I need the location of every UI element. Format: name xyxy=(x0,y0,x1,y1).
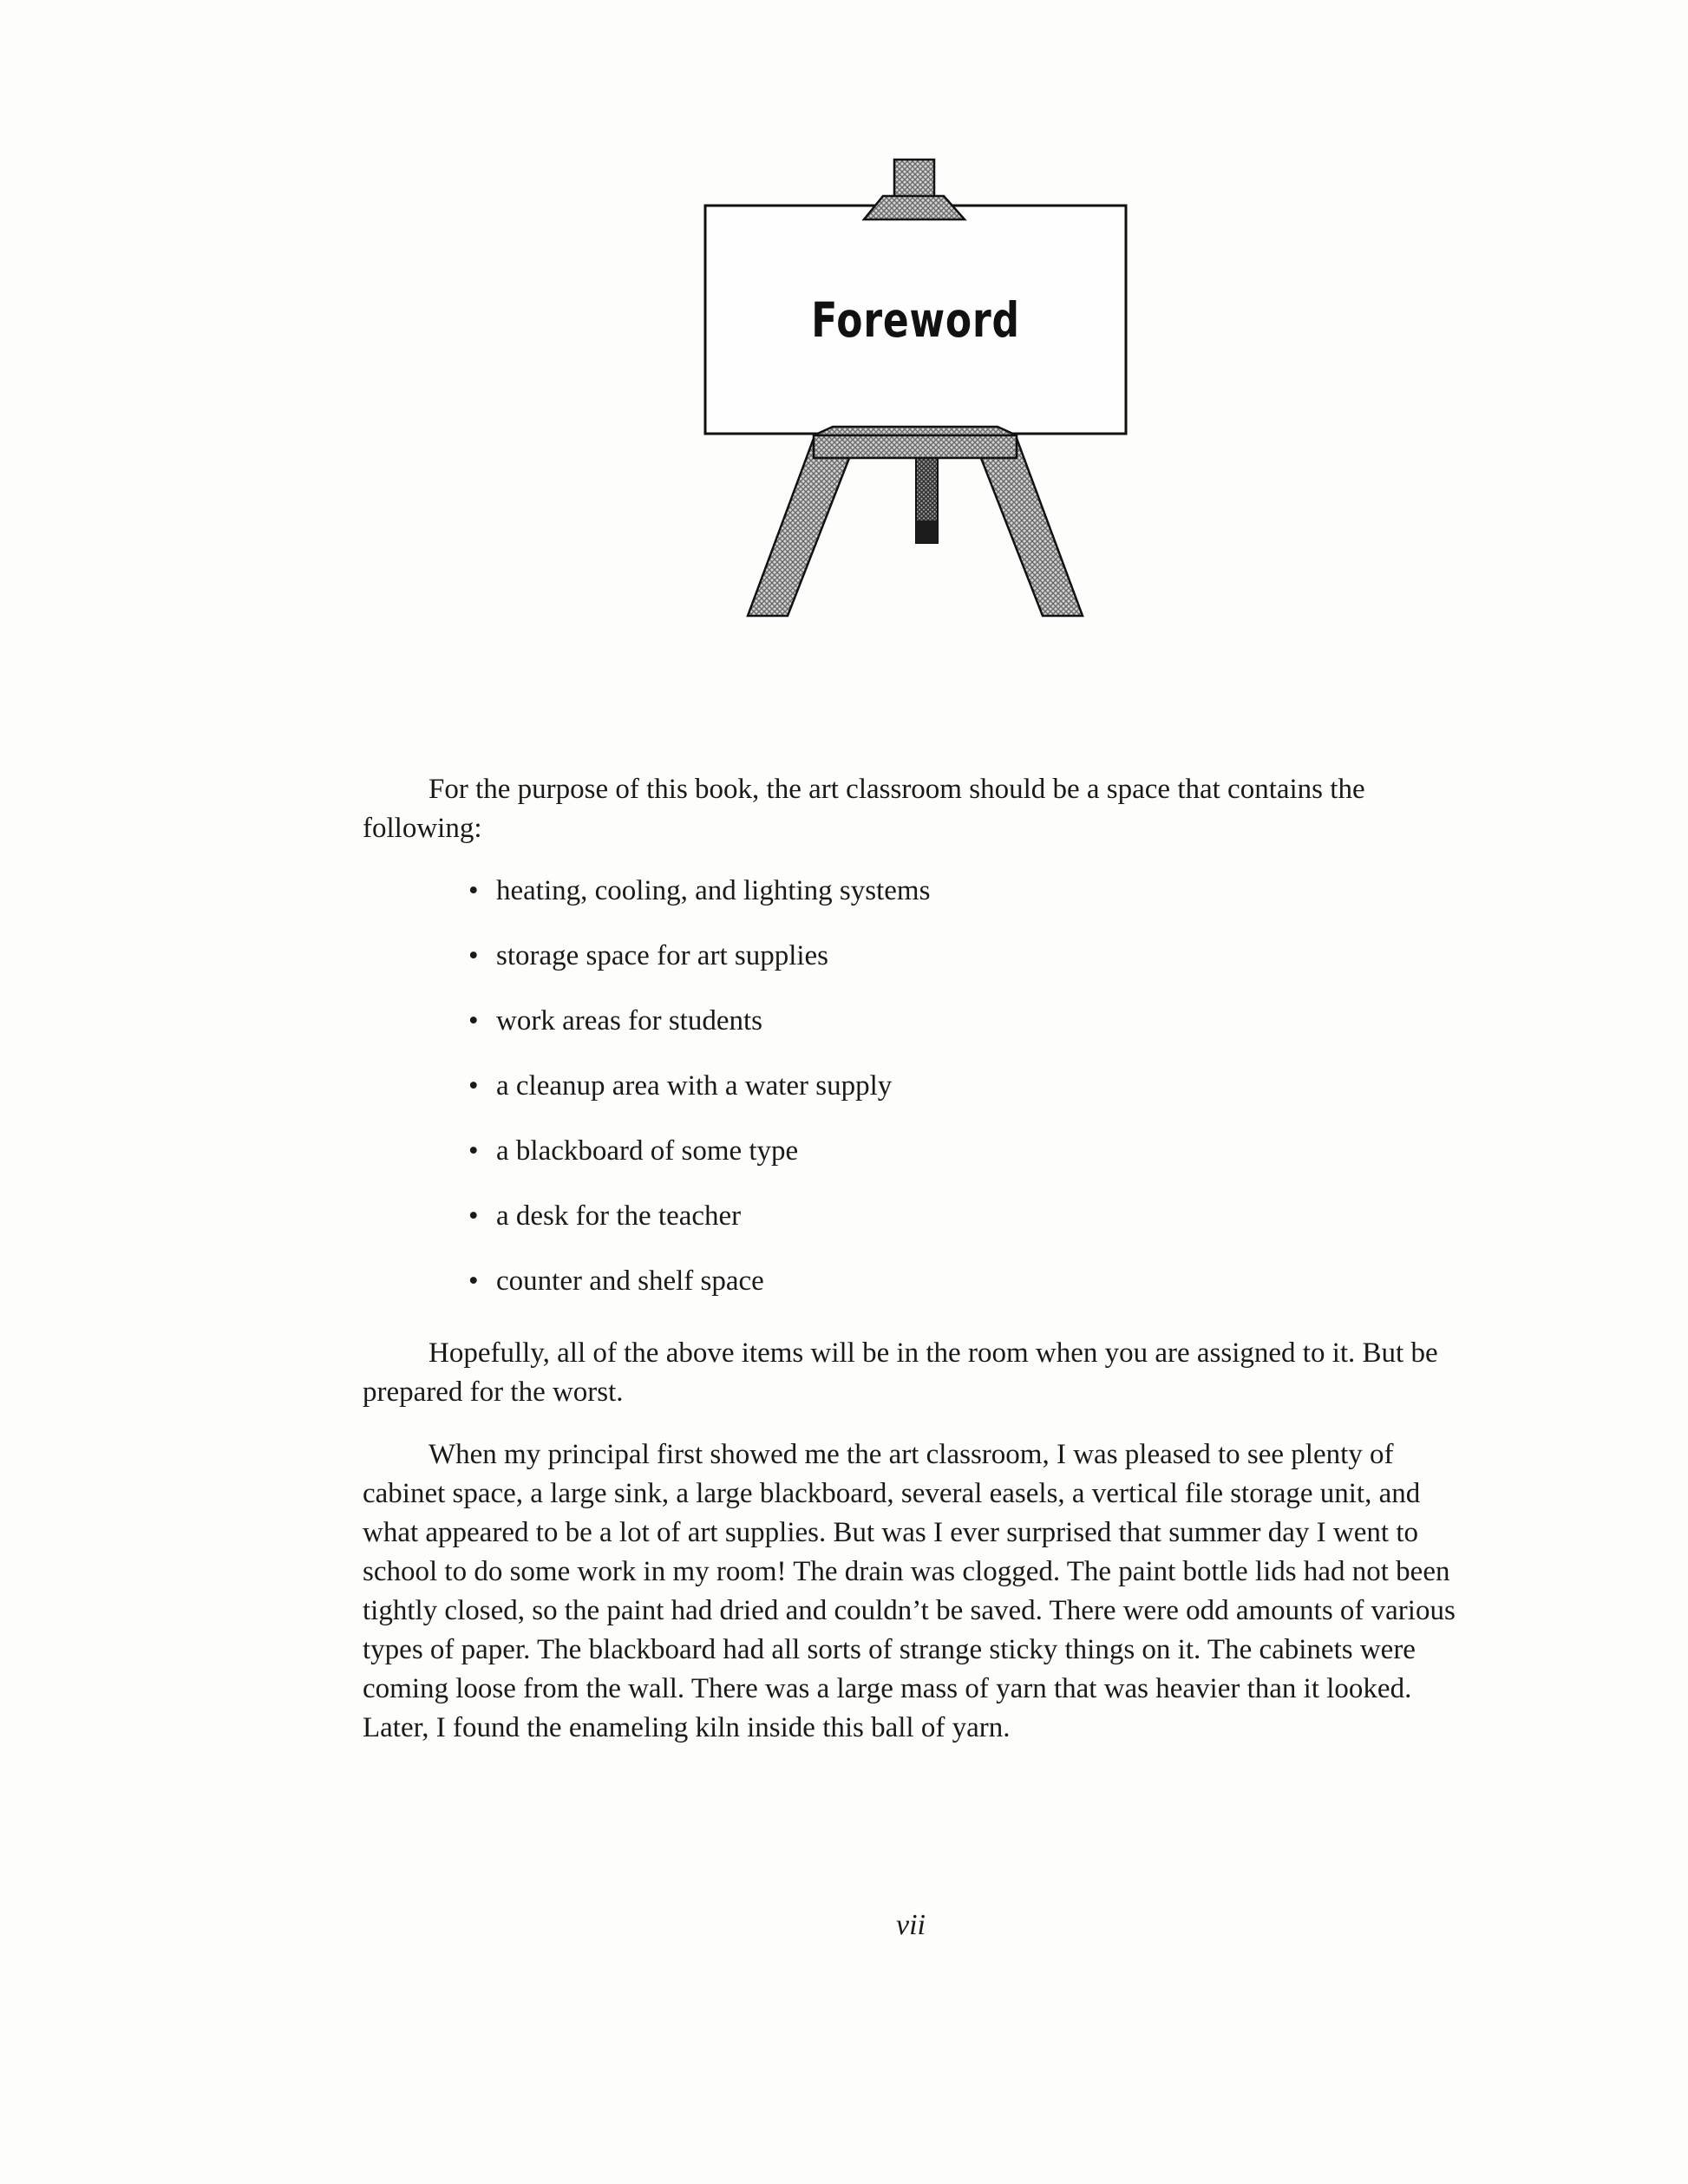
easel-center-post-foot xyxy=(916,520,938,543)
easel-left-leg xyxy=(748,434,859,616)
list-item: • a blackboard of some type xyxy=(363,1132,1459,1171)
classroom-requirements-list xyxy=(363,872,1459,1327)
easel-tray xyxy=(814,435,1017,458)
list-item: • storage space for art supplies xyxy=(363,937,1459,976)
list-item: • counter and shelf space xyxy=(363,1262,1459,1301)
list-item: • a desk for the teacher xyxy=(363,1197,1459,1236)
chapter-title: Foreword xyxy=(811,291,1020,348)
intro-paragraph: For the purpose of this book, the art classroom should be a space that contains the following: xyxy=(363,774,1365,844)
list-item: • a cleanup area with a water supply xyxy=(363,1067,1459,1106)
list-item: • heating, cooling, and lighting systems xyxy=(363,872,1459,911)
easel-right-leg xyxy=(972,434,1083,616)
list-item: • work areas for students xyxy=(363,1002,1459,1041)
page-number: vii xyxy=(896,1909,926,1941)
anecdote-paragraph: When my principal first showed me the art classroom, I was pleased to see plenty of cabinet space, a large sink, a large blackboard, several easels, a vertical file storage unit, and what appeared to be a lot of art supplies. But was I ever surprised that summer day I went to school to do some work in my room! The drain was clogged. The paint bottle lids had not been tightly closed, so the paint had dried and couldn’t be saved. There were odd amounts of various types of paper. The blackboard had all sorts of strange sticky things on it. The cabinets were coming loose from the wall. There was a large mass of yarn that was heavier than it looked. Later, I found the enameling kiln inside this ball of yarn. xyxy=(363,1439,1456,1743)
hopefully-paragraph: Hopefully, all of the above items will be in the room when you are assigned to it. But be prepared for the worst. xyxy=(363,1337,1438,1408)
